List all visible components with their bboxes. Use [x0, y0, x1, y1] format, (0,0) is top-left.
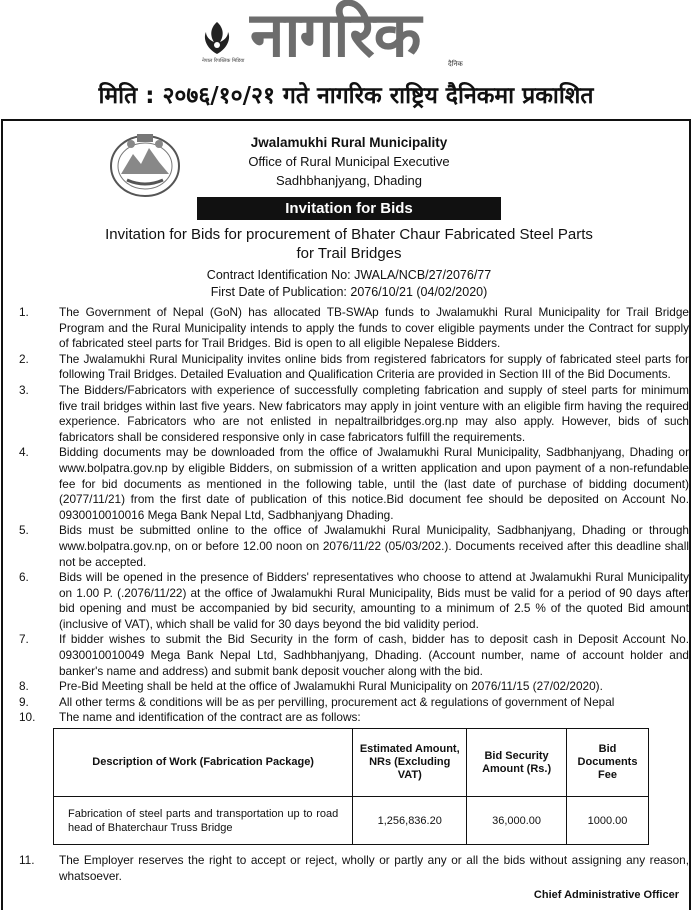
- clause: 10. The name and identification of the contract are as follows:: [19, 710, 361, 725]
- clause: 3. The Bidders/Fabricators with experience of successfully completing fabrication and supply of steel parts for minimum five trail bridges within last five years. New fabricators may apply in joint venture with an eligible firm having the required experience. Fabricators who are not enlisted in nepaltrailbridges.org.np may also apply. However, bids of such fabricators shall be considered responsive only in case fabricators fulfill the requirements.: [19, 382, 689, 444]
- org-office: Office of Rural Municipal Executive: [248, 154, 450, 169]
- bid-notice: [1, 119, 691, 910]
- newspaper-subtitle: दैनिक: [448, 60, 463, 68]
- clause: 9. All other terms & conditions will be as per pervilling, procurement act & regulations of government of Nepal: [19, 694, 615, 709]
- signatory-title: Chief Administrative Officer: [533, 889, 679, 901]
- newspaper-tagline: नेपाल रिपब्लिक मिडिया: [202, 58, 245, 64]
- table-header-row: [54, 729, 649, 797]
- newspaper-name: नागरिक: [250, 0, 421, 71]
- table-cell: Fabrication of steel parts and transportation up to road head of Bhaterchaur Truss Bridge: [54, 797, 353, 845]
- notice-title: [3, 225, 692, 263]
- title-line-2: for Trail Bridges: [296, 245, 402, 262]
- table-cell: 1000.00: [567, 797, 649, 845]
- column-header: Estimated Amount, NRs (Excluding VAT): [353, 729, 467, 797]
- clause: 4. Bidding documents may be downloaded from the office of Jwalamukhi Rural Municipality, Sadbhanjyang, Dhading or www.bolpatra.gov.np by eligible Bidders, on submission of a written application and upon payment of a non-refundable fee for bid documents as mentioned in the following table, until the (last date of purchase of bidding document) (2077/11/21) from the first date of publication of this notice.Bid document fee should be deposited on Account No. 0930010010016 Mega Bank Nepal Ltd, Sadbhanjyang Dhading.: [19, 445, 689, 522]
- first-publication-date: First Date of Publication: 2076/10/21 (04/02/2020): [210, 285, 488, 299]
- clause: 7. If bidder wishes to submit the Bid Security in the form of cash, bidder has to deposit cash in Deposit Account No. 0930010010049 Mega Bank Nepal Ltd, Sadhbhanjyang, Dhading. (Account number, name of account holder and banker's name and address) and submit bank deposit voucher along with the bid.: [19, 632, 689, 678]
- clause: 2. The Jwalamukhi Rural Municipality invites online bids from registered fabricators for supply of fabricated steel parts for following Trail Bridges. Detailed Evaluation and Qualification Criteria are provided in Section III of the Bid Documents.: [19, 351, 689, 382]
- column-header: Bid Security Amount (Rs.): [467, 729, 567, 797]
- table-cell: 1,256,836.20: [353, 797, 467, 845]
- contract-table: [53, 728, 649, 845]
- table-cell: 36,000.00: [467, 797, 567, 845]
- column-header: Description of Work (Fabrication Package): [54, 729, 353, 797]
- clause: 6. Bids will be opened in the presence of Bidders' representatives who choose to attend at Jwalamukhi Rural Municipality on 1.00 P. (.2076/11/22) at the office of Jwalamukhi Rural Municipality, Bids must be valid for a period of 90 days after bid opening and must be accompanied by bid security, amounting to a minimum of 2.5 % of the quoted Bid amount (inclusive of VAT), which shall be valid for 30 days beyond the bid validity period.: [19, 570, 689, 631]
- issuing-organization: [3, 133, 692, 190]
- clause: 11. The Employer reserves the right to accept or reject, wholly or partly any or all the bids without assigning any reason, whatsoever.: [19, 853, 689, 883]
- clause-list: [9, 305, 689, 726]
- column-header: Bid Documents Fee: [567, 729, 649, 797]
- clause: 1. The Government of Nepal (GoN) has allocated TB-SWAp funds to Jwalamukhi Rural Municipality for Trail Bridge Program and the Rural Municipality intends to apply the funds to cover eligible payments under the Contract for supply of fabricated steel parts for Trail Bridges. Bid is open to all eligible Nepalese Bidders.: [19, 305, 689, 351]
- contract-id: Contract Identification No: JWALA/NCB/27/2076/77: [206, 268, 492, 282]
- contract-meta: [3, 267, 692, 301]
- publication-line: मिति : २०७६/१०/२१ गते नागरिक राष्ट्रिय दैनिकमा प्रकाशित: [98, 83, 594, 109]
- newspaper-masthead: [0, 0, 692, 118]
- newspaper-logo-icon: [200, 18, 234, 58]
- clause: 5. Bids must be submitted online to the office of Jwalamukhi Rural Municipality, Sadbhanjyang, Dhading or through www.bolpatra.gov.np, on or before 12.00 noon on 2076/11/22 (05/03/202.). Documents received after this deadline shall not be accepted.: [19, 523, 689, 569]
- notice-banner: Invitation for Bids: [197, 197, 501, 220]
- org-name: Jwalamukhi Rural Municipality: [250, 135, 448, 150]
- title-line-1: Invitation for Bids for procurement of Bhater Chaur Fabricated Steel Parts: [105, 226, 593, 243]
- table-row: [54, 797, 649, 845]
- org-location: Sadhbhanjyang, Dhading: [275, 173, 422, 188]
- clause: 8. Pre-Bid Meeting shall be held at the office of Jwalamukhi Rural Municipality on 2076/11/15 (27/02/2020).: [19, 679, 603, 694]
